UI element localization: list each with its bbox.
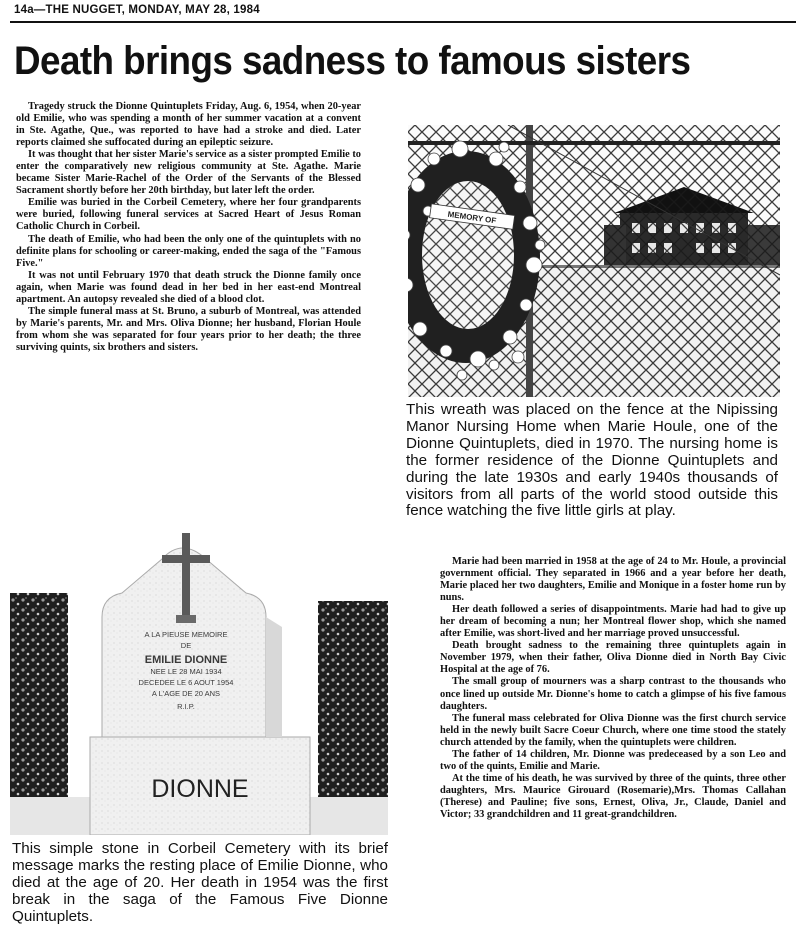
wreath-ribbon-text: MEMORY OF [447,209,497,226]
article-paragraph: Marie had been married in 1958 at the age of 24 to Mr. Houle, a provincial government official. They separated in 1966 and a year before her death, Marie placed her two daughters, Emilie and Monique in a foster home run by nuns. [440,556,786,604]
gravestone-photo-graphic [10,497,388,835]
header-rule [10,21,796,23]
article-paragraph: The father of 14 children, Mr. Dionne was predeceased by a son Leo and two of the quints, Emilie and Marie. [440,748,786,772]
article-paragraph: At the time of his death, he was survived by three of the quints, three other daughters, Mrs. Maurice Girouard (Rosemarie),Mrs. Thomas Callahan (Therese) and Pauline; five sons, Ernest, Oliva, Jr., Claude, Daniel and Victor; 33 grandchildren and 11 great-grandchildren. [440,772,786,820]
inscription-line: DE [180,641,192,650]
article-paragraph: Her death followed a series of disappointments. Marie had had to give up her dream of becoming a nun; her Montreal flower shop, which she named after Emilie, was short-lived and her marriage proved unsuccessful. [440,604,786,640]
inscription-line: EMILIE DIONNE [144,654,228,666]
article-paragraph: Emilie was buried in the Corbeil Cemetery, where her four grandparents were buried, following funeral services at Sacred Heart of Jesus Roman Catholic Church in Corbeil. [16,197,361,233]
gravestone-caption: This simple stone in Corbeil Cemetery with its brief message marks the resting place of Emilie Dionne, who died at the age of 20. Her death in 1954 was the first break in the saga of the Famous Five Dionne Quintuplets. [12,840,388,925]
article-paragraph: The death of Emilie, who had been the only one of the quintuplets with no definite plans for schooling or career-making, ended the saga of the "Famous Five." [16,233,361,269]
inscription-line: R.I.P. [177,702,195,711]
article-paragraph: Tragedy struck the Dionne Quintuplets Friday, Aug. 6, 1954, when 20-year old Emilie, who was spending a month of her summer vacation at a convent in Ste. Agathe, Que., was reported to have had a stroke and died. Later reports claimed she suffocated during an epileptic seizure. [16,101,361,149]
inscription-line: A L'AGE DE 20 ANS [151,689,221,698]
left-article-column [16,101,361,354]
article-paragraph: It was not until February 1970 that death struck the Dionne family once again, when Marie was found dead in her bed in her east-end Montreal apartment. An autopsy revealed she died of a blood clot. [16,269,361,305]
inscription-line: A LA PIEUSE MEMOIRE [144,630,228,639]
gravestone-photo [10,497,388,835]
inscription-line: NEE LE 28 MAI 1934 [150,667,222,676]
article-paragraph: The small group of mourners was a sharp contrast to the thousands who once lined up outside Mr. Dionne's home to catch a glimpse of his five famous daughters. [440,676,786,712]
dateline: 14a—THE NUGGET, MONDAY, MAY 28, 1984 [14,4,260,16]
headline: Death brings sadness to famous sisters [14,39,691,83]
wreath-photo-graphic [408,125,780,397]
article-paragraph: The funeral mass celebrated for Oliva Dionne was the first church service held in the newly built Sacre Coeur Church, where one time stood the stately church attended by the family, when the quintuplets were children. [440,712,786,748]
article-paragraph: It was thought that her sister Marie's service as a sister prompted Emilie to enter the comparatively new religious community at Ste. Agathe. Marie became Sister Marie-Rachel of the Order of the Servants of the Blessed Sacrament shortly before her 20th birthday, but later left the order. [16,149,361,197]
article-paragraph: The simple funeral mass at St. Bruno, a suburb of Montreal, was attended by Marie's parents, Mr. and Mrs. Oliva Dionne; her husband, Florian Houle from whom she was separated for four years prior to her death; the three surviving quints, six brothers and sisters. [16,305,361,353]
wreath-caption: This wreath was placed on the fence at the Nipissing Manor Nursing Home when Marie Houle, one of the Dionne Quintuplets, died in 1970. The nursing home is the former residence of the Dionne Quintuplets and during the late 1930s and early 1940s thousands of visitors from all parts of the world stood outside this fence watching the five little girls at play. [406,401,778,520]
right-article-column [440,556,786,821]
wreath-photo [408,125,780,397]
inscription-line: DECEDEE LE 6 AOUT 1954 [138,678,234,687]
gravestone-family-name: DIONNE [151,775,249,803]
article-paragraph: Death brought sadness to the remaining three quintuplets again in November 1979, when their father, Oliva Dionne died in North Bay Civic Hospital at the age of 76. [440,640,786,676]
